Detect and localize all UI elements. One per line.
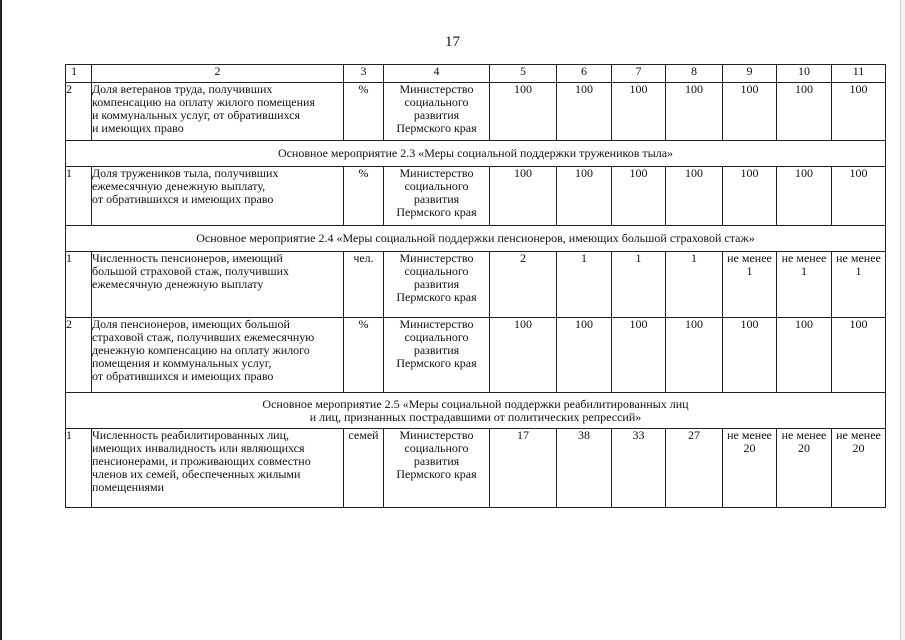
responsible-line: Министерство	[399, 317, 474, 331]
header-cell: 6	[557, 65, 612, 83]
value-cell: 100	[723, 167, 777, 226]
indicator-line: и коммунальных услуг, от обратившихся	[92, 108, 300, 122]
header-cell: 11	[832, 65, 886, 83]
value-cell: 100	[777, 318, 832, 393]
responsible-line: Министерство	[399, 166, 474, 180]
table-row	[66, 83, 886, 141]
header-cell: 10	[777, 65, 832, 83]
responsible-line: Пермского края	[396, 205, 477, 219]
value-number: 20	[798, 441, 810, 455]
value-cell: 27	[666, 429, 723, 508]
row-number: 1	[66, 167, 92, 226]
indicator-line: большой страховой стаж, получивших	[92, 264, 290, 278]
column-number-row	[66, 65, 886, 83]
responsible-line: социального	[404, 95, 469, 109]
responsible-line: Пермского края	[396, 290, 477, 304]
header-cell: 4	[384, 65, 490, 83]
scan-left-edge	[0, 0, 2, 640]
indicator-line: компенсацию на оплату жилого помещения	[92, 95, 315, 109]
value-cell: 100	[612, 318, 666, 393]
value-cell: 100	[832, 83, 886, 141]
indicator-line: Доля тружеников тыла, получивших	[92, 166, 279, 180]
responsible-line: социального	[404, 441, 469, 455]
section-title-line: Основное мероприятие 2.4 «Меры социальной поддержки пенсионеров, имеющих большой страховой стаж»	[196, 231, 755, 245]
row-number: 2	[66, 83, 92, 141]
header-cell: 5	[490, 65, 557, 83]
table-row	[66, 318, 886, 393]
indicators-table	[65, 64, 886, 508]
value-cell: 100	[557, 83, 612, 141]
indicator-line: Доля ветеранов труда, получивших	[92, 82, 273, 96]
header-cell: 3	[344, 65, 384, 83]
table-row	[66, 429, 886, 508]
section-title	[66, 226, 886, 252]
indicator-line: от обратившихся и имеющих право	[92, 369, 274, 383]
indicator-line: и имеющих право	[92, 121, 184, 135]
value-cell	[832, 252, 886, 318]
indicator-line: имеющих инвалидность или являющихся	[92, 441, 305, 455]
value-qualifier: не менее	[781, 428, 827, 442]
value-cell: 100	[612, 167, 666, 226]
responsible-line: развития	[413, 108, 460, 122]
responsible-cell	[384, 83, 490, 141]
value-number: 1	[855, 264, 862, 278]
indicator-name	[92, 167, 344, 226]
responsible-line: развития	[413, 192, 460, 206]
header-cell: 8	[666, 65, 723, 83]
header-cell: 9	[723, 65, 777, 83]
value-cell: 100	[490, 167, 557, 226]
header-cell: 2	[92, 65, 344, 83]
row-number: 1	[66, 429, 92, 508]
value-cell: 100	[490, 318, 557, 393]
responsible-cell	[384, 429, 490, 508]
value-qualifier: не менее	[727, 251, 772, 265]
row-number: 2	[66, 318, 92, 393]
indicator-name	[92, 83, 344, 141]
responsible-line: развития	[413, 343, 460, 357]
responsible-cell	[384, 252, 490, 318]
section-title-line: и лиц, признанных пострадавшими от политических репрессий»	[309, 409, 642, 424]
value-cell	[777, 252, 832, 318]
value-cell: 33	[612, 429, 666, 508]
responsible-line: развития	[413, 277, 460, 291]
responsible-line: Министерство	[399, 82, 474, 96]
indicator-line: помещениями	[92, 480, 165, 494]
responsible-line: социального	[404, 330, 469, 344]
responsible-line: Министерство	[399, 428, 474, 442]
header-cell: 1	[66, 65, 92, 83]
unit-cell: чел.	[344, 252, 384, 318]
value-cell	[723, 429, 777, 508]
value-cell: 100	[666, 83, 723, 141]
value-cell: 38	[557, 429, 612, 508]
indicator-line: ежемесячную денежную выплату,	[92, 179, 266, 193]
value-cell: 100	[723, 83, 777, 141]
indicator-name	[92, 318, 344, 393]
value-qualifier: не менее	[836, 428, 881, 442]
responsible-cell	[384, 167, 490, 226]
value-cell: 100	[557, 167, 612, 226]
value-number: 20	[743, 441, 756, 455]
indicator-name	[92, 429, 344, 508]
value-cell: 100	[777, 83, 832, 141]
indicator-line: членов их семей, обеспеченных жилыми	[92, 467, 301, 481]
responsible-line: социального	[404, 264, 469, 278]
responsible-line: Пермского края	[396, 356, 477, 370]
section-row	[66, 141, 886, 167]
value-cell: 100	[666, 167, 723, 226]
value-number: 20	[852, 441, 865, 455]
indicator-line: денежную компенсацию на оплату жилого	[92, 343, 310, 357]
responsible-cell	[384, 318, 490, 393]
scan-right-edge	[900, 0, 905, 640]
value-cell: 100	[832, 318, 886, 393]
section-row	[66, 226, 886, 252]
responsible-line: социального	[404, 179, 469, 193]
responsible-line: Министерство	[399, 251, 474, 265]
value-cell: 1	[557, 252, 612, 318]
page-number: 17	[445, 34, 460, 50]
value-cell: 100	[612, 83, 666, 141]
value-cell: 100	[777, 167, 832, 226]
value-qualifier: не менее	[836, 251, 881, 265]
indicator-line: Численность реабилитированных лиц,	[92, 428, 290, 442]
section-title	[66, 141, 886, 167]
section-title-line: Основное мероприятие 2.3 «Меры социальной поддержки тружеников тыла»	[277, 146, 674, 160]
value-cell: 17	[490, 429, 557, 508]
indicator-name	[92, 252, 344, 318]
value-cell: 100	[723, 318, 777, 393]
value-cell	[723, 252, 777, 318]
responsible-line: Пермского края	[396, 467, 477, 481]
unit-cell: %	[344, 318, 384, 393]
responsible-line: Пермского края	[396, 121, 477, 135]
header-cell: 7	[612, 65, 666, 83]
value-cell: 100	[666, 318, 723, 393]
responsible-line: развития	[413, 454, 460, 468]
value-cell	[832, 429, 886, 508]
value-number: 1	[801, 264, 807, 278]
value-cell: 100	[832, 167, 886, 226]
row-number: 1	[66, 252, 92, 318]
value-cell: 2	[490, 252, 557, 318]
indicator-line: от обратившихся и имеющих право	[92, 192, 274, 206]
indicator-line: Доля пенсионеров, имеющих большой	[92, 317, 290, 331]
section-row	[66, 393, 886, 429]
indicator-line: пенсионерами, и проживающих совместно	[92, 454, 311, 468]
section-title	[66, 393, 886, 429]
unit-cell: семей	[344, 429, 384, 508]
value-cell: 1	[612, 252, 666, 318]
value-cell	[777, 429, 832, 508]
value-qualifier: не менее	[727, 428, 772, 442]
unit-cell: %	[344, 167, 384, 226]
table-row	[66, 167, 886, 226]
value-cell: 100	[557, 318, 612, 393]
indicator-line: Численность пенсионеров, имеющий	[92, 251, 283, 265]
indicator-line: ежемесячную денежную выплату	[92, 277, 264, 291]
unit-cell: %	[344, 83, 384, 141]
value-cell: 1	[666, 252, 723, 318]
section-title-line: Основное мероприятие 2.5 «Меры социальной поддержки реабилитированных лиц	[262, 396, 689, 411]
value-qualifier: не менее	[781, 251, 827, 265]
indicator-line: страховой стаж, получивших ежемесячную	[92, 330, 315, 344]
value-number: 1	[746, 264, 753, 278]
table-row	[66, 252, 886, 318]
value-cell: 100	[490, 83, 557, 141]
indicator-line: помещения и коммунальных услуг,	[92, 356, 272, 370]
